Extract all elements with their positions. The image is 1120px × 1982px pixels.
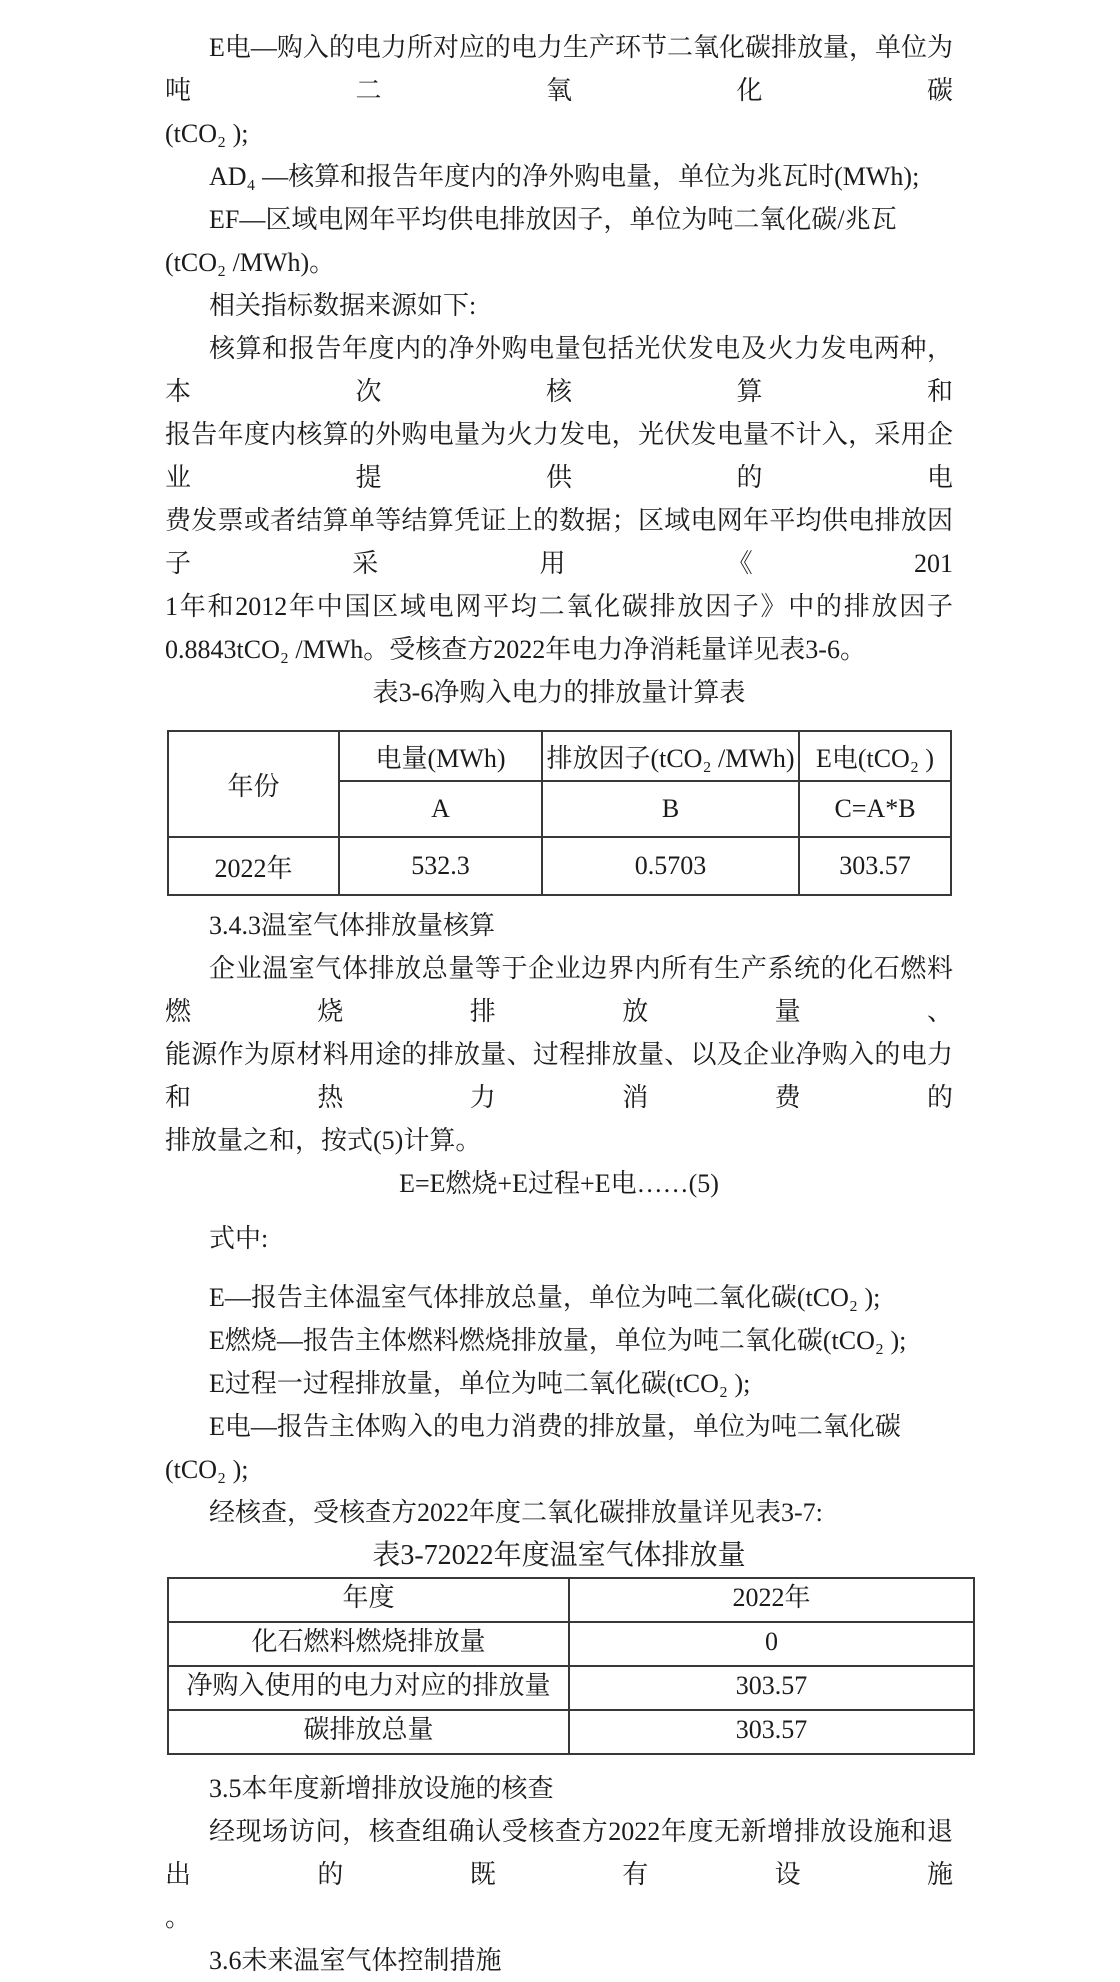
- table-3-6: [167, 730, 952, 896]
- table-cell-total-value: 303.57: [569, 1710, 974, 1754]
- table-cell-fossil-value: 0: [569, 1622, 974, 1666]
- section-3-5-heading: 3.5本年度新增排放设施的核查: [209, 1774, 554, 1803]
- definition-e-electricity: E电—报告主体购入的电力消费的排放量，单位为吨二氧化碳(tCO₂ );: [165, 1412, 901, 1484]
- table-cell-factor-value: 0.5703: [542, 837, 799, 895]
- definition-e-total: E—报告主体温室气体排放总量，单位为吨二氧化碳(tCO₂ );: [209, 1283, 881, 1312]
- table-cell-power-header: 电量(MWh): [339, 731, 542, 781]
- table-cell-purchased-power-value: 303.57: [569, 1666, 974, 1710]
- paragraph-line: 核算和报告年度内的净外购电量包括光伏发电及火力发电两种，本次核算和: [165, 334, 953, 406]
- table-cell-eelec-header: E电(tCO₂ ): [799, 731, 951, 781]
- formula-line: E=E燃烧+E过程+E电……(5): [399, 1169, 719, 1198]
- data-sources-lead: 相关指标数据来源如下:: [209, 291, 477, 320]
- paragraph-line: 排放量之和，按式(5)计算。: [165, 1126, 482, 1155]
- table-3-7: [167, 1577, 975, 1755]
- definition-ad4: AD₄ —核算和报告年度内的净外购电量，单位为兆瓦时(MWh);: [209, 162, 920, 191]
- table-row: [168, 1710, 974, 1754]
- definition-e-elec-line1: E电—购入的电力所对应的电力生产环节二氧化碳排放量，单位为吨二氧化碳: [165, 33, 953, 105]
- table-cell-year-value: 2022年: [168, 837, 339, 895]
- table-cell-total-label: 碳排放总量: [168, 1710, 569, 1754]
- table-cell-power-value: 532.3: [339, 837, 542, 895]
- paragraph-line: 能源作为原材料用途的排放量、过程排放量、以及企业净购入的电力和热力消费的: [165, 1040, 953, 1112]
- paragraph-line: 报告年度内核算的外购电量为火力发电，光伏发电量不计入，采用企业提供的电: [165, 420, 953, 492]
- table-3-6-caption: 表3-6净购入电力的排放量计算表: [372, 678, 746, 707]
- definition-e-combustion: E燃烧—报告主体燃料燃烧排放量，单位为吨二氧化碳(tCO₂ );: [209, 1326, 907, 1355]
- section-3-5-body-period: 。: [165, 1903, 192, 1932]
- table-3-7-caption: 表3-72022年度温室气体排放量: [372, 1540, 746, 1571]
- paragraph-line: 0.8843tCO₂ /MWh。受核查方2022年电力净消耗量详见表3-6。: [165, 635, 866, 664]
- table-cell-year-label: 年度: [168, 1578, 569, 1622]
- table-cell-B: B: [542, 781, 799, 837]
- where-label: 式中:: [209, 1224, 269, 1253]
- table-3-7-lead: 经核查，受核查方2022年度二氧化碳排放量详见表3-7:: [209, 1498, 823, 1527]
- paragraph-line: 费发票或者结算单等结算凭证上的数据；区域电网年平均供电排放因子采用《201: [165, 506, 953, 578]
- table-cell-purchased-power-label: 净购入使用的电力对应的排放量: [168, 1666, 569, 1710]
- definition-e-elec-line2: (tCO₂ );: [165, 119, 249, 148]
- table-cell-A: A: [339, 781, 542, 837]
- table-row: [168, 1578, 974, 1622]
- paragraph-line: 企业温室气体排放总量等于企业边界内所有生产系统的化石燃料燃烧排放量、: [165, 954, 953, 1026]
- section-3-4-3-heading: 3.4.3温室气体排放量核算: [209, 911, 496, 940]
- section-3-5-body: 经现场访问，核查组确认受核查方2022年度无新增排放设施和退出的既有设施: [165, 1817, 953, 1889]
- table-row: [168, 837, 951, 895]
- definition-ef: EF—区域电网年平均供电排放因子，单位为吨二氧化碳/兆瓦(tCO₂ /MWh)。: [165, 205, 897, 277]
- paragraph-line: 1年和2012年中国区域电网平均二氧化碳排放因子》中的排放因子: [165, 592, 953, 621]
- table-cell-fossil-label: 化石燃料燃烧排放量: [168, 1622, 569, 1666]
- table-cell-year-header: 年份: [168, 731, 339, 837]
- table-row: [168, 731, 951, 781]
- table-cell-C: C=A*B: [799, 781, 951, 837]
- definition-e-process: E过程一过程排放量，单位为吨二氧化碳(tCO₂ );: [209, 1369, 751, 1398]
- formula-definitions: [165, 1276, 953, 1534]
- table-cell-eelec-value: 303.57: [799, 837, 951, 895]
- table-row: [168, 1622, 974, 1666]
- table-cell-year-value: 2022年: [569, 1578, 974, 1622]
- table-row: [168, 1666, 974, 1710]
- section-3-6-heading: 3.6未来温室气体控制措施: [209, 1946, 502, 1975]
- table-cell-factor-header: 排放因子(tCO₂ /MWh): [542, 731, 799, 781]
